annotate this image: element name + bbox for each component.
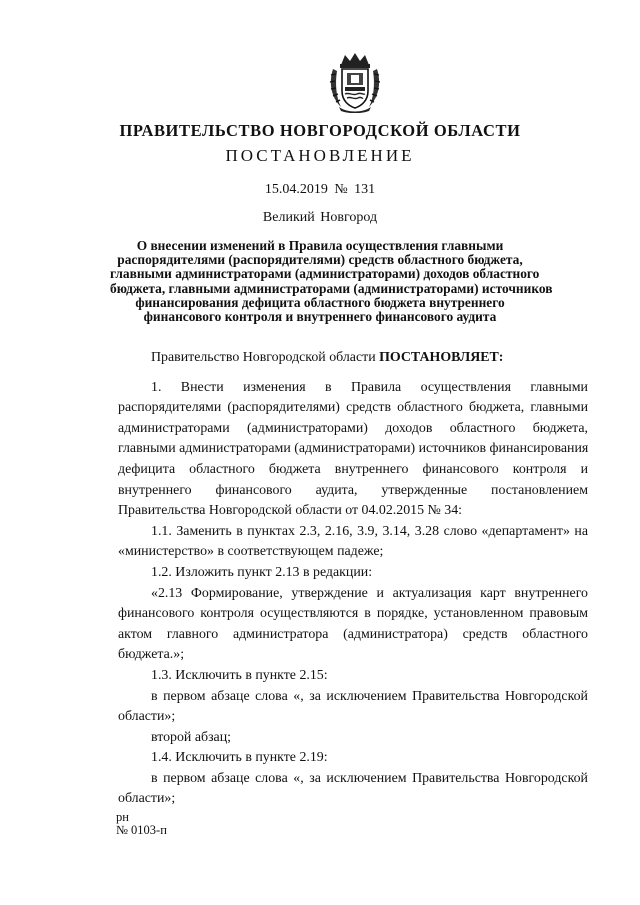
- decree-number: 131: [354, 182, 376, 197]
- item-1-4-a-line: в первом абзаце слова «, за исключением Правительства Новгородской: [151, 770, 588, 786]
- decree-subject: [110, 238, 553, 325]
- clause-2-13-line: финансового контроля осуществляются в порядке, установленном правовым: [118, 606, 588, 622]
- subject-line: бюджета, главными администраторами (администраторами) источников: [110, 280, 553, 296]
- subject-line: финансового контроля и внутреннего финансового аудита: [143, 309, 497, 325]
- document-type: ПОСТАНОВЛЕНИЕ: [225, 146, 415, 165]
- clause-2-13-line: бюджета.»;: [118, 647, 185, 663]
- paragraph-1-line: 1. Внести изменения в Правила осуществления главными: [151, 379, 588, 395]
- coat-of-arms-emblem: [327, 51, 383, 113]
- paragraph-1-line: распорядителями (распорядителями) средств областного бюджета, главными: [118, 400, 588, 416]
- clause-2-13-line: «2.13 Формирование, утверждение и актуализация карт внутреннего: [151, 585, 588, 601]
- item-1-3-a-line: области»;: [118, 709, 176, 725]
- clause-2-13-line: актом главного администратора (администратора) средств областного: [118, 626, 588, 642]
- subject-line: О внесении изменений в Правила осуществления главными: [136, 238, 504, 253]
- footer-document-code: № 0103-п: [116, 823, 167, 837]
- paragraph-1-line: Правительства Новгородской области от 04.02.2015 № 34:: [118, 503, 463, 519]
- paragraph-1-line: главными администраторами (администраторами) источников финансирования: [118, 441, 589, 457]
- item-1-3-b: второй абзац;: [151, 729, 232, 745]
- footer-initials: рн: [116, 810, 129, 824]
- paragraph-1-line: администраторами (администраторами) доходов областного бюджета,: [118, 420, 588, 436]
- subject-line: главными администраторами (администраторами) доходов областного: [110, 266, 540, 282]
- item-1-1-line: «министерство» в соответствующем падеже;: [118, 544, 384, 560]
- preamble: [118, 348, 588, 369]
- item-1-1-line: 1.1. Заменить в пунктах 2.3, 2.16, 3.9, 3.14, 3.28 слово «департамент» на: [151, 523, 588, 539]
- subject-line: распорядителями (распорядителями) средств областного бюджета,: [117, 252, 523, 268]
- city: Великий Новгород: [262, 210, 378, 225]
- paragraph-1-line: внутреннего финансового аудита, утвержденные постановлением: [118, 482, 588, 498]
- date-number-line: [0, 182, 640, 198]
- preamble-resolves: ПОСТАНОВЛЯЕТ:: [379, 350, 504, 365]
- government-title: ПРАВИТЕЛЬСТВО НОВГОРОДСКОЙ ОБЛАСТИ: [119, 121, 521, 140]
- preamble-text: Правительство Новгородской области: [151, 350, 380, 365]
- subject-line: финансирования дефицита областного бюджета внутреннего: [135, 294, 505, 310]
- item-1-3: 1.3. Исключить в пункте 2.15:: [151, 667, 328, 683]
- paragraph-1-line: дефицита областного бюджета внутреннего финансового контроля и: [118, 461, 588, 477]
- decree-date: 15.04.2019: [264, 182, 328, 197]
- footer-code: [116, 811, 167, 837]
- item-1-2: 1.2. Изложить пункт 2.13 в редакции:: [151, 564, 373, 580]
- item-1-4: 1.4. Исключить в пункте 2.19:: [151, 750, 328, 766]
- number-sign: №: [334, 182, 348, 197]
- item-1-3-a-line: в первом абзаце слова «, за исключением Правительства Новгородской: [151, 688, 588, 704]
- item-1-4-a-line: области»;: [118, 791, 176, 807]
- decree-body: [118, 348, 588, 810]
